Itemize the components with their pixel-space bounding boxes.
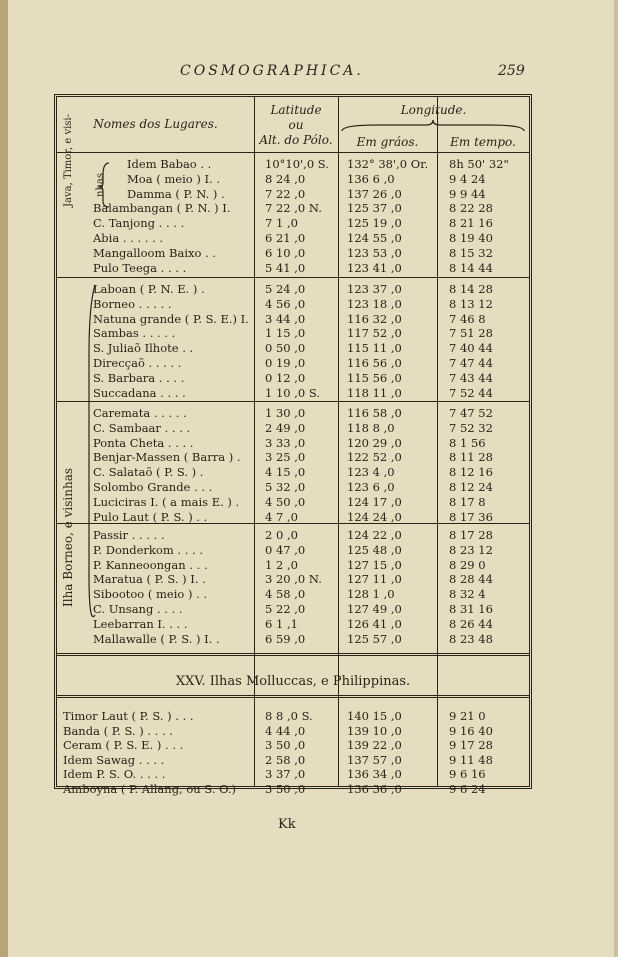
latitude-value: 6 21 ,0 <box>265 231 306 245</box>
place-name: Timor Laut ( P. S. ) . . . <box>63 709 194 723</box>
latitude-value: 2 49 ,0 <box>265 420 306 435</box>
place-name: Sambas . . . . . <box>93 326 176 341</box>
longitude-time: 9 6 16 <box>449 767 486 781</box>
latitude-value: 5 24 ,0 <box>265 282 306 296</box>
table-row <box>57 753 529 768</box>
longitude-time: 8 14 28 <box>449 282 493 296</box>
longitude-time: 9 17 28 <box>449 738 493 752</box>
header-rule <box>57 152 529 153</box>
longitude-degrees: 127 15 ,0 <box>347 557 402 572</box>
table-row <box>57 386 529 401</box>
longitude-degrees: 140 15 ,0 <box>347 709 402 723</box>
longitude-time: 8 17 36 <box>449 509 493 524</box>
place-name: Pulo Laut ( P. S. ) . . <box>93 509 208 524</box>
table-row <box>57 356 529 371</box>
longitude-time: 8h 50' 32" <box>449 157 509 171</box>
place-name: P. Kanneoongan . . . <box>93 557 208 572</box>
place-name: Laboan ( P. N. E. ) . <box>93 282 205 296</box>
latitude-value: 2 58 ,0 <box>265 752 306 767</box>
longitude-time: 8 32 4 <box>449 587 486 602</box>
table-row <box>57 510 529 525</box>
longitude-degrees: 132° 38',0 Or. <box>347 157 429 171</box>
place-name: Ponta Cheta . . . . <box>93 435 194 450</box>
place-name: Succadana . . . . <box>93 385 186 400</box>
latitude-value: 4 58 ,0 <box>265 587 306 602</box>
table-row <box>57 231 529 246</box>
longitude-time: 8 17 8 <box>449 494 486 509</box>
longitude-degrees: 116 32 ,0 <box>347 311 402 326</box>
table-row <box>57 632 529 647</box>
longitude-time: 7 40 44 <box>449 341 493 356</box>
latitude-value: 4 7 ,0 <box>265 509 298 524</box>
table-row <box>57 297 529 312</box>
longitude-degrees: 127 11 ,0 <box>347 572 402 587</box>
place-name: Solombo Grande . . . <box>93 480 213 494</box>
longitude-degrees: 123 41 ,0 <box>347 260 402 275</box>
latitude-value: 4 56 ,0 <box>265 296 306 311</box>
table-row <box>57 465 529 480</box>
longitude-time: 8 19 40 <box>449 231 493 245</box>
longitude-time: 8 23 12 <box>449 542 493 557</box>
table-row <box>57 312 529 327</box>
latitude-value: 8 8 ,0 S. <box>265 709 313 723</box>
place-name: Pulo Teega . . . . <box>93 260 187 275</box>
longitude-time: 7 43 44 <box>449 370 493 385</box>
place-name: Mallawalle ( P. S. ) I. . <box>93 631 220 646</box>
longitude-time: 7 47 52 <box>449 406 493 420</box>
longitude-time: 9 21 0 <box>449 709 486 723</box>
longitude-degrees: 116 56 ,0 <box>347 356 402 370</box>
longitude-degrees: 139 10 ,0 <box>347 723 402 738</box>
table-row <box>57 261 529 276</box>
longitude-time: 7 52 32 <box>449 420 493 435</box>
place-name: C. Sambaar . . . . <box>93 420 191 435</box>
table-row <box>57 495 529 510</box>
longitude-degrees: 123 18 ,0 <box>347 296 402 311</box>
place-name: Damma ( P. N. ) . <box>127 186 225 201</box>
latitude-value: 2 0 ,0 <box>265 528 298 542</box>
section-title: XXV. Ilhas Molluccas, e Philippinas. <box>175 674 411 689</box>
longitude-time: 8 21 16 <box>449 216 493 231</box>
longitude-time: 8 31 16 <box>449 602 493 616</box>
longitude-brace <box>338 119 529 133</box>
coordinates-table <box>54 94 532 796</box>
latitude-value: 0 50 ,0 <box>265 341 306 356</box>
table-row <box>57 724 529 739</box>
place-name: Idem P. S. O. . . . . <box>63 767 166 781</box>
table-row <box>57 602 529 617</box>
page-number: 259 <box>498 63 525 79</box>
longitude-time: 8 11 28 <box>449 450 493 465</box>
longitude-degrees: 124 24 ,0 <box>347 509 402 524</box>
place-name: S. Barbara . . . . <box>93 370 185 385</box>
longitude-degrees: 116 58 ,0 <box>347 406 402 420</box>
latitude-value: 7 22 ,0 N. <box>265 201 322 216</box>
side-label-borneo: Ilha Borneo, e visinhas <box>61 467 75 607</box>
latitude-value: 7 1 ,0 <box>265 216 298 231</box>
latitude-value: 4 15 ,0 <box>265 465 306 480</box>
latitude-value: 1 30 ,0 <box>265 406 306 420</box>
section-rule-top <box>57 653 529 656</box>
side-label-nhas: nhas <box>95 173 106 197</box>
header-latitude-line3: Alt. do Pólo. <box>259 133 333 147</box>
longitude-degrees: 120 29 ,0 <box>347 435 402 450</box>
longitude-time: 8 29 0 <box>449 557 486 572</box>
table-row <box>57 201 529 216</box>
latitude-value: 6 10 ,0 <box>265 245 306 260</box>
longitude-degrees: 115 11 ,0 <box>347 341 402 356</box>
table-row <box>57 216 529 231</box>
longitude-degrees: 123 4 ,0 <box>347 465 395 480</box>
place-name: Luciciras I. ( a mais E. ) . <box>93 494 240 509</box>
longitude-degrees: 126 41 ,0 <box>347 616 402 631</box>
table-row <box>57 341 529 356</box>
longitude-degrees: 123 53 ,0 <box>347 245 402 260</box>
place-name: Benjar-Massen ( Barra ) . <box>93 450 241 465</box>
group-rule-2 <box>57 401 529 402</box>
table-row <box>57 617 529 632</box>
latitude-value: 3 50 ,0 <box>265 781 306 796</box>
latitude-value: 8 24 ,0 <box>265 171 306 186</box>
place-name: Direcçaõ . . . . . <box>93 356 182 370</box>
table-row <box>57 421 529 436</box>
longitude-time: 8 28 44 <box>449 572 493 587</box>
table-row <box>57 282 529 297</box>
longitude-time: 8 1 56 <box>449 435 486 450</box>
longitude-degrees: 124 17 ,0 <box>347 494 402 509</box>
signature-mark: Kk <box>278 817 296 832</box>
group-rule-1 <box>57 277 529 278</box>
latitude-value: 0 47 ,0 <box>265 542 306 557</box>
place-name: Caremata . . . . . <box>93 406 187 420</box>
latitude-value: 6 59 ,0 <box>265 631 306 646</box>
header-degrees: Em gráos. <box>356 135 419 149</box>
place-name: Moa ( meio ) I. . <box>127 171 220 186</box>
place-name: Mangalloom Baixo . . <box>93 245 217 260</box>
longitude-time: 8 26 44 <box>449 616 493 631</box>
header-latitude <box>254 103 338 148</box>
table-row <box>57 782 529 797</box>
longitude-degrees: 117 52 ,0 <box>347 326 402 341</box>
table-row <box>57 528 529 543</box>
table-row <box>57 587 529 602</box>
book-page <box>8 0 614 957</box>
longitude-degrees: 125 19 ,0 <box>347 216 402 231</box>
latitude-value: 3 44 ,0 <box>265 311 306 326</box>
longitude-degrees: 137 26 ,0 <box>347 186 402 201</box>
longitude-time: 7 46 8 <box>449 311 486 326</box>
longitude-time: 7 47 44 <box>449 356 493 370</box>
latitude-value: 6 1 ,1 <box>265 616 298 631</box>
longitude-degrees: 125 57 ,0 <box>347 631 402 646</box>
table-row <box>57 572 529 587</box>
longitude-time: 9 6 24 <box>449 781 486 796</box>
table-row <box>57 371 529 386</box>
place-name: S. Juliaõ Ilhote . . <box>93 341 194 356</box>
longitude-degrees: 122 52 ,0 <box>347 450 402 465</box>
longitude-time: 9 4 24 <box>449 171 486 186</box>
longitude-degrees: 136 34 ,0 <box>347 767 402 781</box>
longitude-time: 8 13 12 <box>449 296 493 311</box>
longitude-degrees: 118 11 ,0 <box>347 385 402 400</box>
place-name: Idem Babao . . <box>127 157 212 171</box>
table-row <box>57 480 529 495</box>
longitude-degrees: 118 8 ,0 <box>347 420 395 435</box>
place-name: C. Tanjong . . . . <box>93 216 185 231</box>
longitude-time: 8 17 28 <box>449 528 493 542</box>
longitude-time: 7 51 28 <box>449 326 493 341</box>
table-row <box>57 709 529 724</box>
latitude-value: 3 33 ,0 <box>265 435 306 450</box>
place-name: Sibootoo ( meio ) . . <box>93 587 208 602</box>
latitude-value: 10°10',0 S. <box>265 157 329 171</box>
table-row <box>57 558 529 573</box>
place-name: Idem Sawag . . . . <box>63 752 165 767</box>
latitude-value: 0 19 ,0 <box>265 356 306 370</box>
place-name: C. Salataõ ( P. S. ) . <box>93 465 204 480</box>
longitude-degrees: 115 56 ,0 <box>347 370 402 385</box>
table-row <box>57 543 529 558</box>
table-row <box>57 157 529 172</box>
place-name: Passir . . . . . <box>93 528 165 542</box>
latitude-value: 3 20 ,0 N. <box>265 572 322 587</box>
place-name: Balambangan ( P. N. ) I. <box>93 201 231 216</box>
longitude-time: 8 12 16 <box>449 465 493 480</box>
longitude-time: 8 23 48 <box>449 631 493 646</box>
latitude-value: 0 12 ,0 <box>265 370 306 385</box>
longitude-degrees: 136 36 ,0 <box>347 781 402 796</box>
latitude-value: 4 44 ,0 <box>265 723 306 738</box>
longitude-time: 9 9 44 <box>449 186 486 201</box>
longitude-time: 9 16 40 <box>449 723 493 738</box>
place-name: Banda ( P. S. ) . . . . <box>63 723 173 738</box>
latitude-value: 1 10 ,0 S. <box>265 385 321 400</box>
table-row <box>57 172 529 187</box>
longitude-degrees: 137 57 ,0 <box>347 752 402 767</box>
running-head <box>8 60 614 84</box>
longitude-degrees: 125 37 ,0 <box>347 201 402 216</box>
place-name: Amboyna ( P. Allang, ou S. O.) <box>63 781 237 796</box>
table-row <box>57 436 529 451</box>
latitude-value: 7 22 ,0 <box>265 186 306 201</box>
latitude-value: 5 22 ,0 <box>265 602 306 616</box>
longitude-degrees: 136 6 ,0 <box>347 171 395 186</box>
table-row <box>57 187 529 202</box>
longitude-time: 9 11 48 <box>449 752 493 767</box>
section-rule-bottom <box>57 695 529 698</box>
longitude-degrees: 139 22 ,0 <box>347 738 402 752</box>
place-name: Borneo . . . . . <box>93 296 172 311</box>
latitude-value: 5 41 ,0 <box>265 260 306 275</box>
place-name: Leebarran I. . . . <box>93 616 188 631</box>
table-row <box>57 326 529 341</box>
longitude-time: 8 22 28 <box>449 201 493 216</box>
table-row <box>57 738 529 753</box>
longitude-degrees: 124 22 ,0 <box>347 528 402 542</box>
place-name: C. Unsang . . . . <box>93 602 183 616</box>
running-head-title: COSMOGRAPHICA. <box>180 63 364 79</box>
longitude-degrees: 127 49 ,0 <box>347 602 402 616</box>
header-latitude-line2: ou <box>288 118 304 132</box>
latitude-value: 3 25 ,0 <box>265 450 306 465</box>
longitude-degrees: 123 6 ,0 <box>347 480 395 494</box>
latitude-value: 4 50 ,0 <box>265 494 306 509</box>
header-longitude: Longitude. <box>400 103 467 117</box>
table-row <box>57 406 529 421</box>
header-latitude-line1: Latitude <box>270 103 322 117</box>
table-row <box>57 246 529 261</box>
latitude-value: 5 32 ,0 <box>265 480 306 494</box>
longitude-time: 8 12 24 <box>449 480 493 494</box>
place-name: P. Donderkom . . . . <box>93 542 203 557</box>
place-name: Ceram ( P. S. E. ) . . . <box>63 738 184 752</box>
longitude-time: 8 14 44 <box>449 260 493 275</box>
book-spine <box>0 0 8 957</box>
latitude-value: 1 15 ,0 <box>265 326 306 341</box>
latitude-value: 1 2 ,0 <box>265 557 298 572</box>
longitude-degrees: 125 48 ,0 <box>347 542 402 557</box>
longitude-degrees: 123 37 ,0 <box>347 282 402 296</box>
longitude-time: 7 52 44 <box>449 385 493 400</box>
table-row <box>57 767 529 782</box>
header-time: Em tempo. <box>450 135 516 149</box>
longitude-degrees: 124 55 ,0 <box>347 231 402 245</box>
header-names: Nomes dos Lugares. <box>93 117 218 131</box>
table-row <box>57 450 529 465</box>
place-name: Natuna grande ( P. S. E.) I. <box>93 311 249 326</box>
latitude-value: 3 50 ,0 <box>265 738 306 752</box>
longitude-time: 8 15 32 <box>449 245 493 260</box>
place-name: Abia . . . . . . <box>93 231 164 245</box>
place-name: Maratua ( P. S. ) I. . <box>93 572 206 587</box>
latitude-value: 3 37 ,0 <box>265 767 306 781</box>
longitude-degrees: 128 1 ,0 <box>347 587 395 602</box>
side-label-java: Java, Timor, e visi- <box>63 113 74 207</box>
